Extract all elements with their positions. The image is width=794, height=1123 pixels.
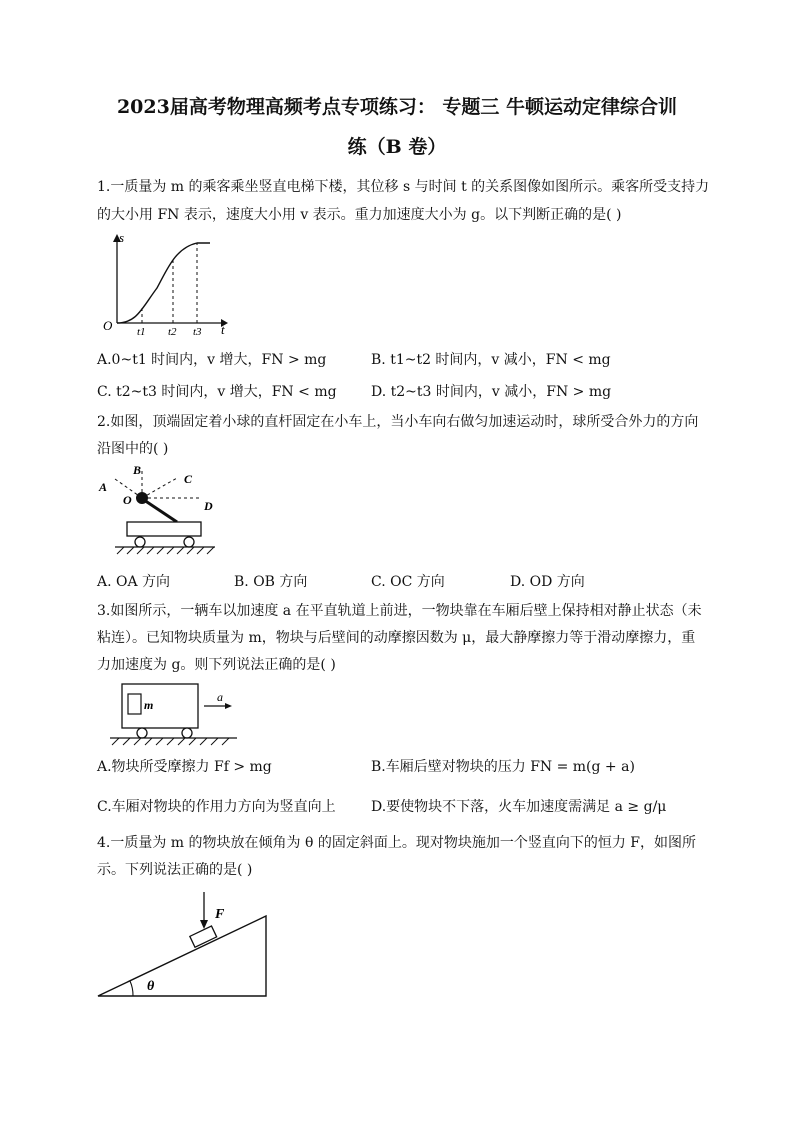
title-line-1: 2023届高考物理高频考点专项练习： 专题三 牛顿运动定律综合训 — [116, 96, 678, 118]
q4-incline-figure — [95, 880, 275, 1002]
q1-x-axis-label: t — [221, 322, 225, 337]
q4-text-line-1: 4.一质量为 m 的物块放在倾角为 θ 的固定斜面上。现对物块施加一个竖直向下的恒力 F，如图所 — [97, 835, 697, 851]
q4-text-line-2: 示。下列说法正确的是( ) — [97, 862, 253, 878]
q2-option-b: B. OB 方向 — [234, 574, 308, 590]
q3-block-label: m — [144, 698, 154, 712]
q2-option-d: D. OD 方向 — [510, 574, 585, 590]
q3-text-line-1: 3.如图所示，一辆车以加速度 a 在平直轨道上前进，一物块靠在车厢后壁上保持相对静止状态（未 — [97, 603, 702, 619]
q2-option-c: C. OC 方向 — [371, 574, 445, 590]
q2-text-line-1: 2.如图，顶端固定着小球的直杆固定在小车上，当小车向右做匀加速运动时，球所受合外力的方向 — [97, 414, 699, 430]
q2-label-d: D — [204, 499, 213, 513]
q3-option-d: D.要使物块不下落，火车加速度需满足 a ≥ g/μ — [371, 799, 667, 815]
q1-text-line-1: 1.一质量为 m 的乘客乘坐竖直电梯下楼，其位移 s 与时间 t 的关系图像如图所示。乘客所受支持力 — [97, 179, 710, 195]
q1-tick-t3: t3 — [193, 326, 202, 338]
q2-label-b: B — [133, 463, 142, 477]
q1-option-b: B. t1~t2 时间内，v 减小，FN < mg — [371, 352, 611, 368]
q1-origin-label: O — [103, 318, 113, 333]
q2-label-a: A — [99, 480, 108, 494]
q1-tick-t1: t1 — [137, 326, 146, 338]
q1-option-d: D. t2~t3 时间内，v 减小，FN > mg — [371, 384, 612, 400]
q3-option-c: C.车厢对物块的作用力方向为竖直向上 — [97, 799, 336, 815]
q3-option-a: A.物块所受摩擦力 Ff > mg — [97, 759, 272, 775]
q4-angle-label: θ — [147, 979, 155, 994]
q3-text-line-3: 力加速度为 g。则下列说法正确的是( ) — [97, 657, 336, 673]
q3-accel-label: a — [217, 690, 223, 704]
q1-y-axis-label: s — [119, 230, 125, 245]
q3-option-b: B.车厢后壁对物块的压力 FN = m(g + a) — [371, 759, 635, 775]
q2-cart-rod-ball-figure — [97, 458, 227, 564]
q1-option-a: A.0~t1 时间内，v 增大，FN > mg — [97, 352, 327, 368]
q4-force-label: F — [215, 907, 225, 922]
q2-option-a: A. OA 方向 — [97, 574, 171, 590]
q3-car-block-figure — [105, 680, 245, 746]
q3-text-line-2: 粘连）。已知物块质量为 m，物块与后壁间的动摩擦因数为 μ，最大静摩擦力等于滑动摩擦力，重 — [97, 630, 696, 646]
q2-label-c: C — [184, 472, 193, 486]
title-line-2: 练（B 卷） — [347, 136, 447, 158]
q2-text-line-2: 沿图中的( ) — [97, 441, 169, 457]
q1-text-line-2: 的大小用 FN 表示，速度大小用 v 表示。重力加速度大小为 g。以下判断正确的是( ) — [97, 207, 622, 223]
q1-s-t-graph — [97, 228, 232, 338]
q2-label-o: O — [123, 493, 132, 507]
q1-option-c: C. t2~t3 时间内，v 增大，FN < mg — [97, 384, 337, 400]
q1-tick-t2: t2 — [168, 326, 177, 338]
